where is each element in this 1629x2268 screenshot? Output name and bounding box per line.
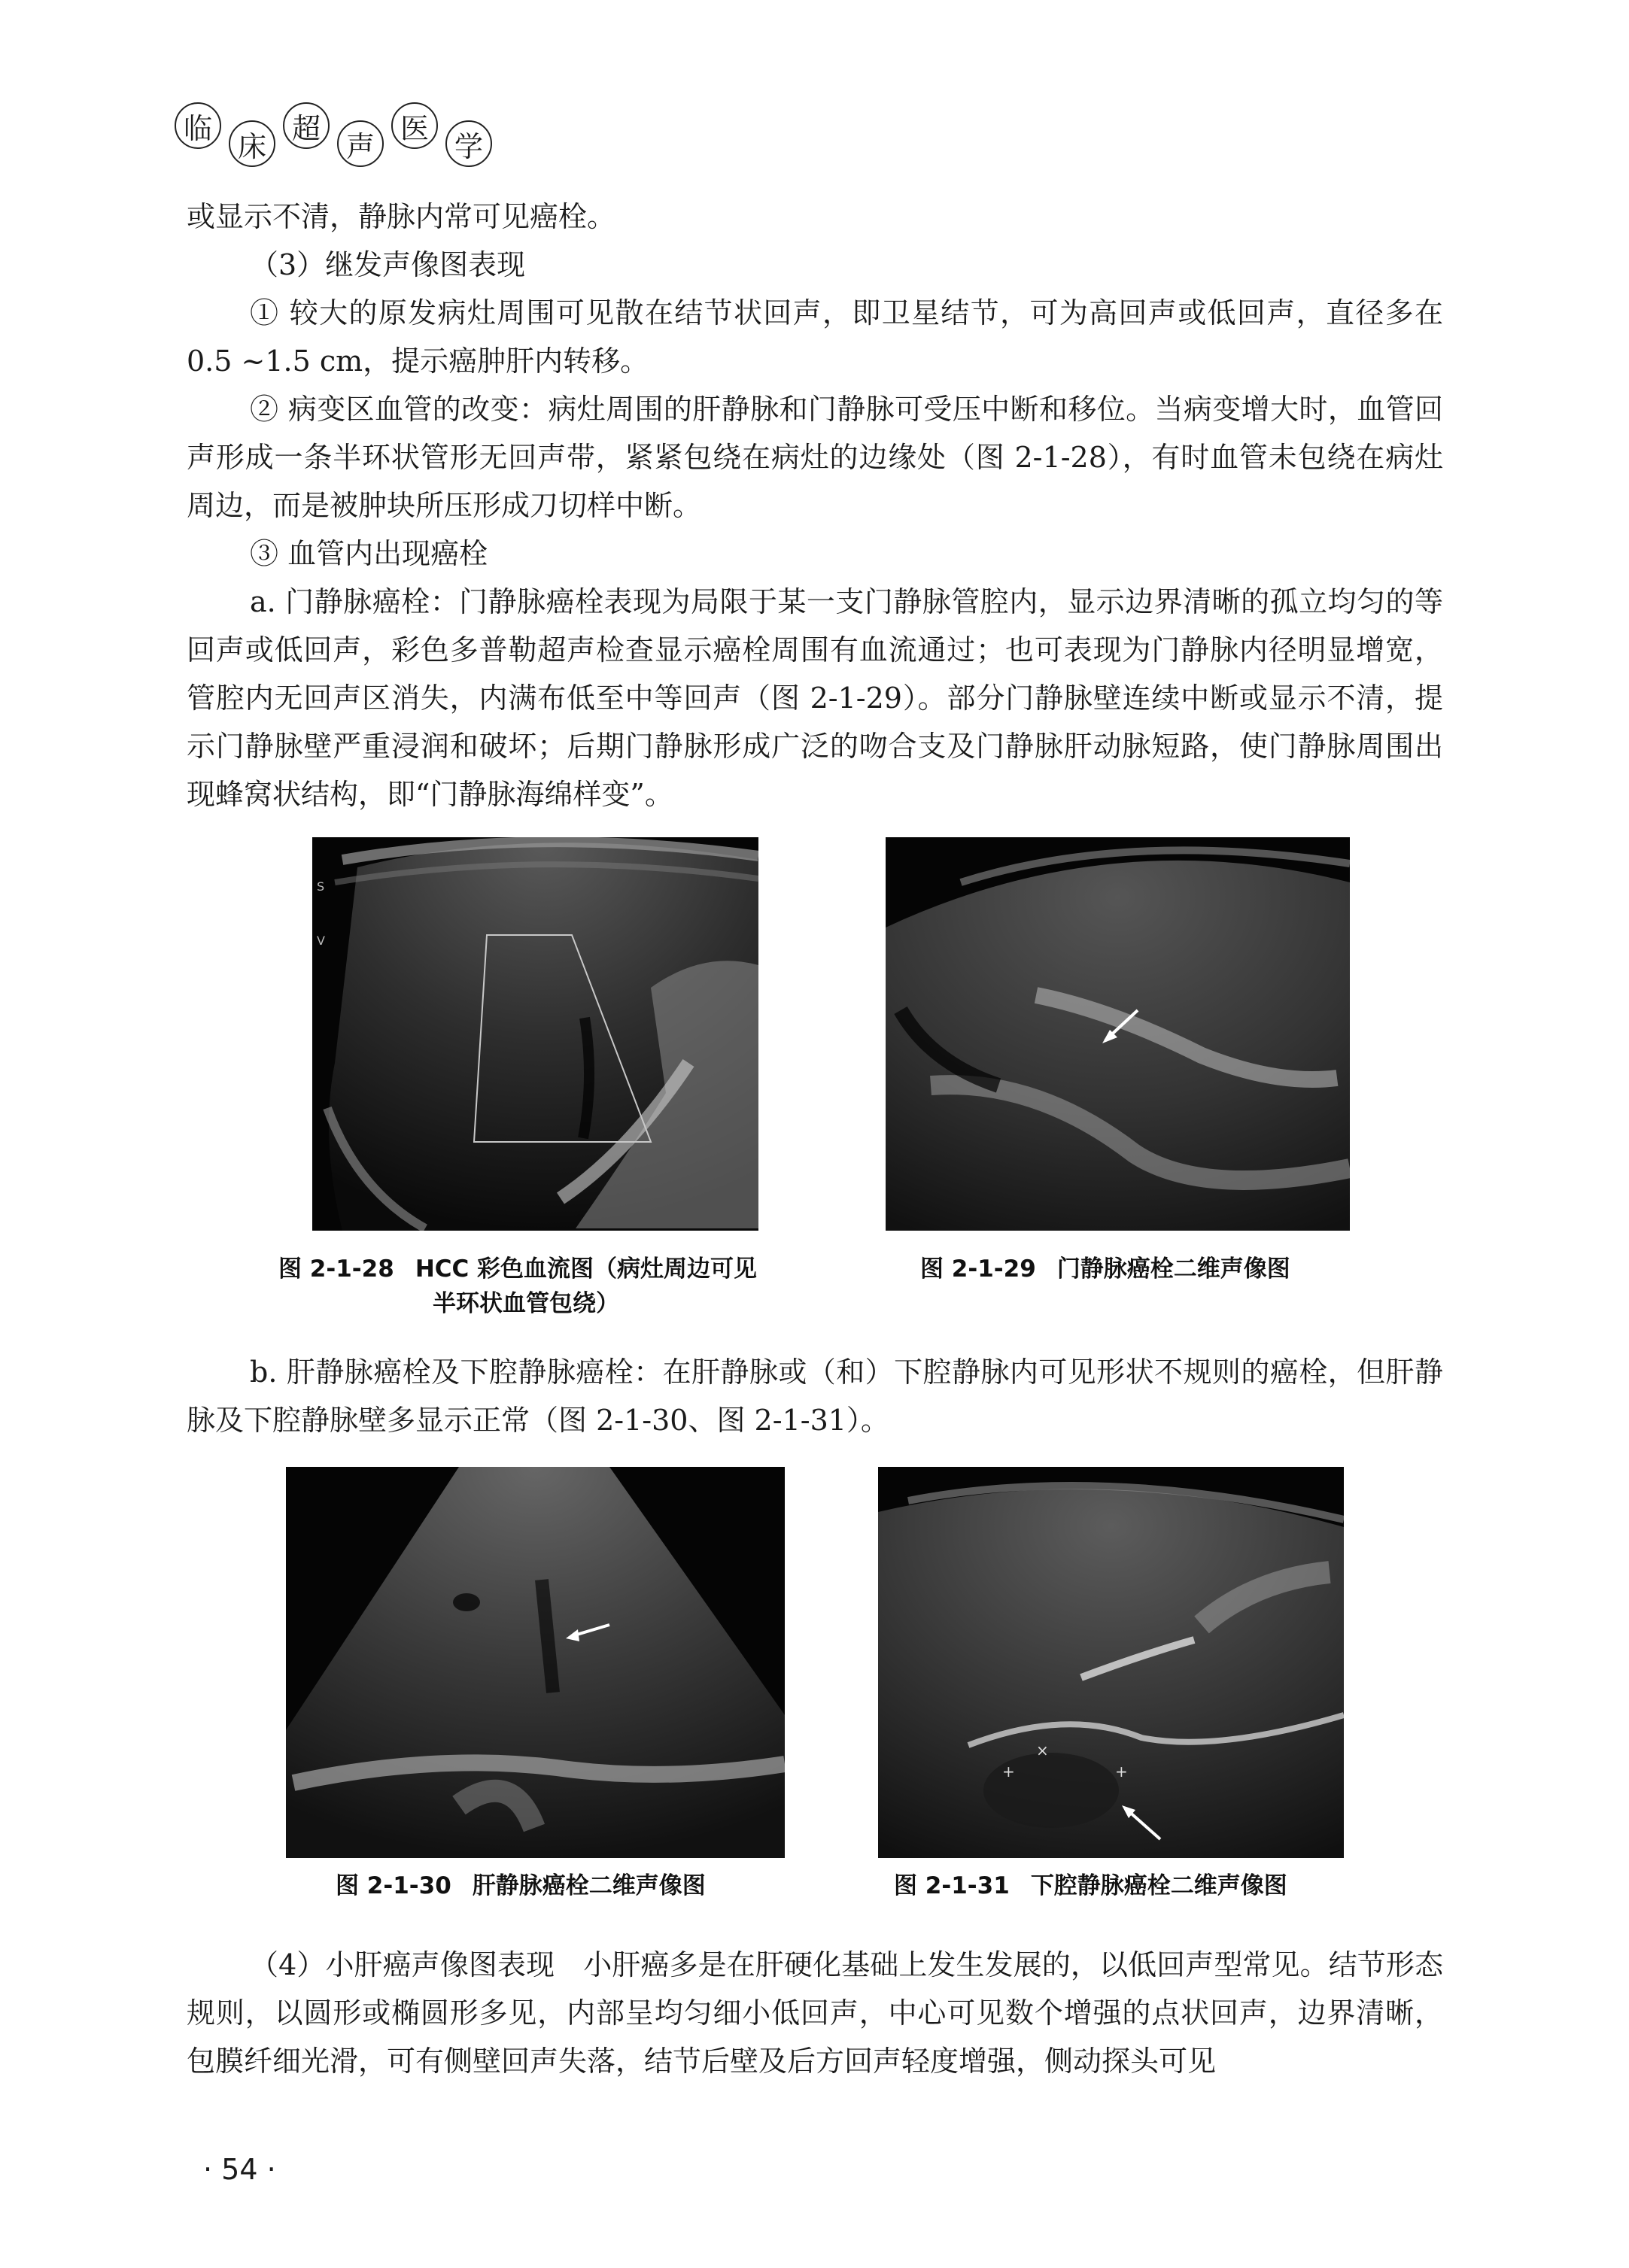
subheading-secondary-appearance: （3）继发声像图表现 (250, 248, 526, 281)
figure-number: 图 2-1-29 (920, 1255, 1036, 1283)
figure-title-line2: 半环状血管包绕） (433, 1290, 619, 1317)
header-char: 床 (229, 120, 275, 167)
figure-title: 门静脉癌栓二维声像图 (1056, 1255, 1290, 1283)
header-char: 声 (337, 120, 384, 167)
figure-title: 下腔静脉癌栓二维声像图 (1030, 1872, 1287, 1899)
side-label: V (317, 934, 325, 948)
paragraph-continuation: 或显示不清，静脉内常可见癌栓。 (187, 200, 616, 233)
paragraph-small-liver-cancer: （4）小肝癌声像图表现 小肝癌多是在肝硬化基础上发生发展的，以低回声型常见。结节形态规则，以圆形或椭圆形多见，内部呈均匀细小低回声，中心可见数个增强的点状回声，边界清晰，包膜纤细光滑，可有侧壁回声失落，结节后壁及后方回声轻度增强，侧动探头可见 (187, 1948, 1443, 2078)
paragraph-portal-vein-thrombus: a. 门静脉癌栓：门静脉癌栓表现为局限于某一支门静脉管腔内，显示边界清晰的孤立均匀的等回声或低回声，彩色多普勒超声检查显示癌栓周围有血流通过；也可表现为门静脉内径明显增宽，管腔内无回声区消失，内满布低至中等回声（图 2-1-29）。部分门静脉壁连续中断或显示不清，提示门静脉壁严重浸润和破坏；后期门静脉形成广泛的吻合支及门静脉肝动脉短路，使门静脉周围出现蜂窝状结构，即“门静脉海绵样变”。 (187, 585, 1443, 811)
ultrasound-image-fig-2-1-29 (886, 837, 1350, 1231)
paragraph-vessel-changes: ② 病变区血管的改变：病灶周围的肝静脉和门静脉可受压中断和移位。当病变增大时，血管回声形成一条半环状管形无回声带，紧紧包绕在病灶的边缘处（图 2-1-28），有时血管未包绕在病灶周边，而是被肿块所压形成刀切样中断。 (187, 393, 1443, 522)
header-char: 医 (391, 102, 438, 149)
paragraph-satellite-nodules: ① 较大的原发病灶周围可见散在结节状回声，即卫星结节，可为高回声或低回声，直径多在 0.5 ~1.5 cm，提示癌肿肝内转移。 (187, 296, 1443, 378)
side-label: S (317, 879, 325, 894)
caption-fig-2-1-30 (336, 1869, 706, 1903)
svg-text:+: + (1115, 1762, 1128, 1781)
figure-number: 图 2-1-30 (336, 1872, 451, 1899)
header-char: 临 (175, 102, 221, 149)
figure-number: 图 2-1-31 (894, 1872, 1010, 1899)
caption-fig-2-1-31 (894, 1869, 1287, 1903)
ultrasound-image-fig-2-1-31 (878, 1467, 1344, 1858)
book-header (175, 102, 500, 167)
caption-fig-2-1-28 (278, 1252, 757, 1321)
svg-text:×: × (1036, 1741, 1049, 1759)
figure-title: 肝静脉癌栓二维声像图 (472, 1872, 706, 1899)
paragraph-hepatic-ivc-thrombus: b. 肝静脉癌栓及下腔静脉癌栓：在肝静脉或（和）下腔静脉内可见形状不规则的癌栓，但肝静脉及下腔静脉壁多显示正常（图 2-1-30、图 2-1-31）。 (187, 1356, 1443, 1437)
page-number: · 54 · (203, 2153, 276, 2186)
svg-text:+: + (1002, 1762, 1015, 1781)
figure-number: 图 2-1-28 (278, 1255, 394, 1283)
caption-fig-2-1-29 (920, 1252, 1290, 1286)
header-char: 超 (283, 102, 330, 149)
figure-title: HCC 彩色血流图（病灶周边可见 (415, 1255, 758, 1283)
subheading-tumor-thrombus: ③ 血管内出现癌栓 (250, 537, 488, 570)
ultrasound-image-fig-2-1-30 (286, 1467, 785, 1858)
ultrasound-image-fig-2-1-28 (312, 837, 758, 1231)
header-char: 学 (445, 120, 492, 167)
